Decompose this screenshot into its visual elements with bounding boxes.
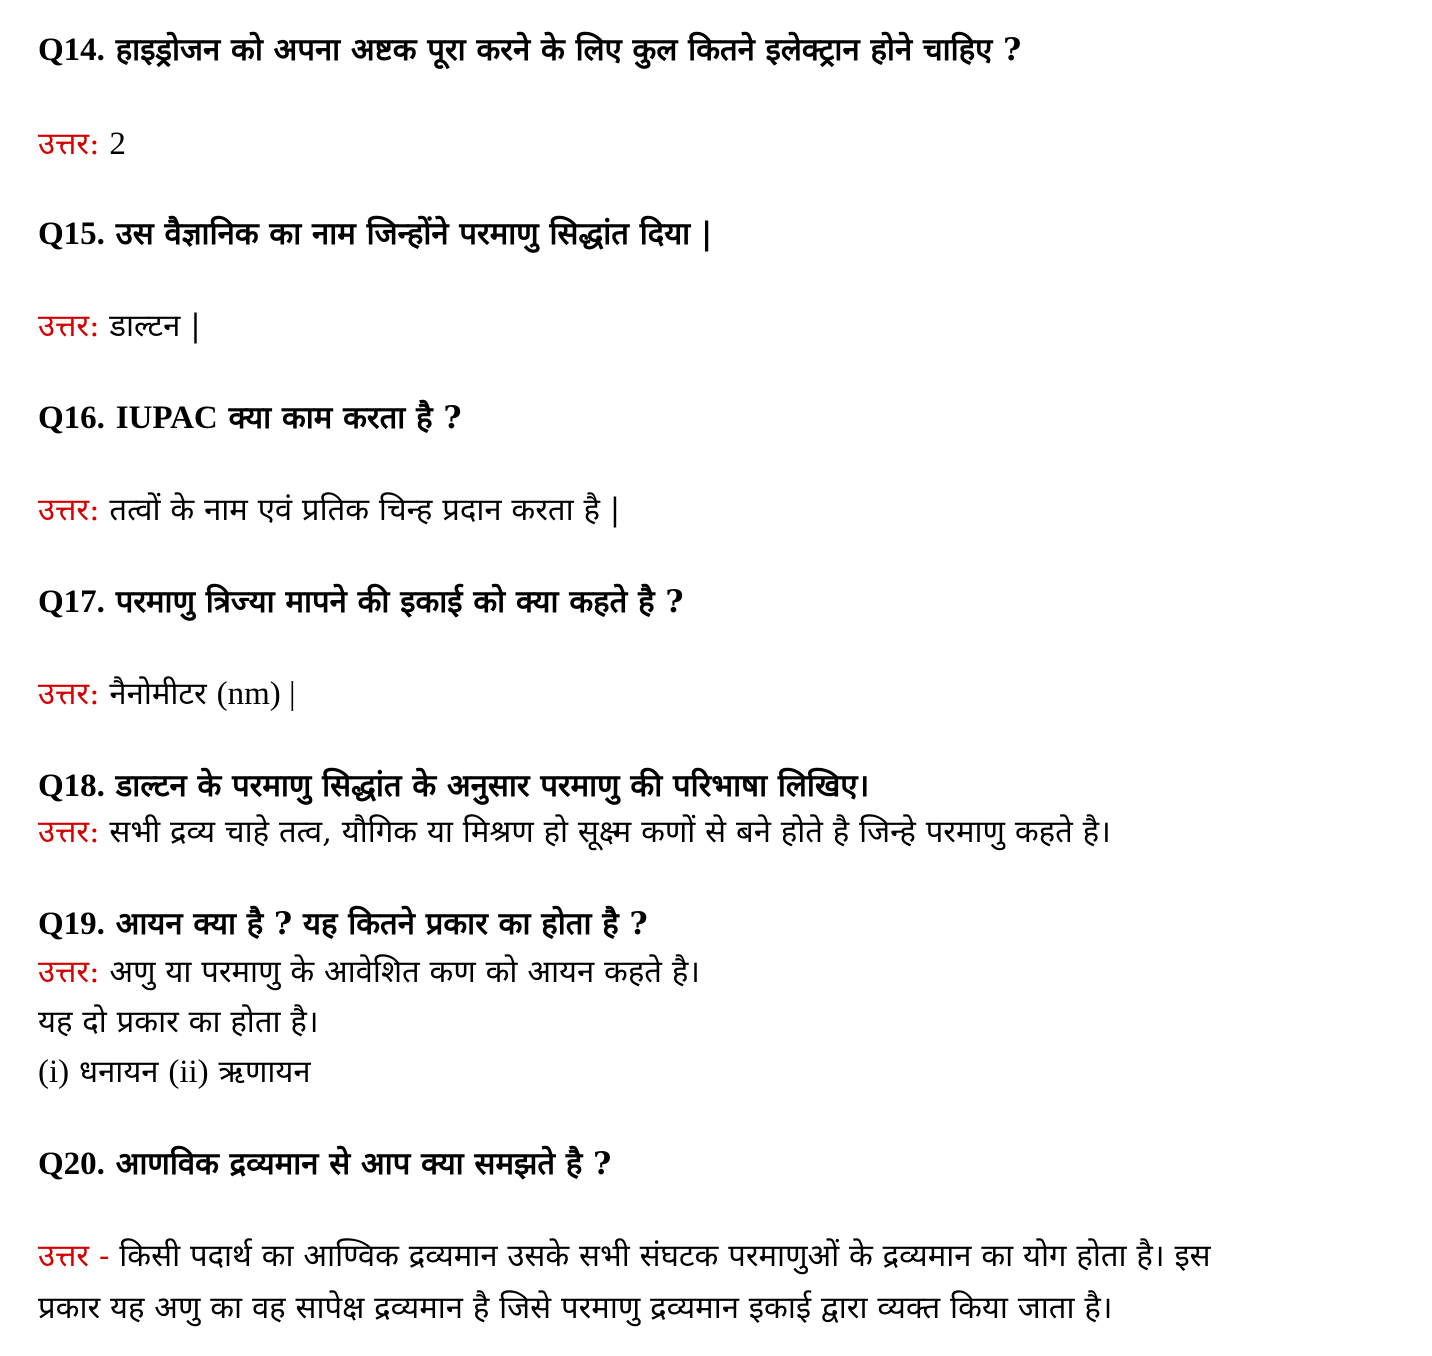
answer-text: प्रकार यह अणु का वह सापेक्ष द्रव्यमान है जिसे परमाणु द्रव्यमान इकाई द्वारा व्यक्त किया जाता है। <box>38 1290 1113 1326</box>
question-text: उस वैज्ञानिक का नाम जिन्होंने परमाणु सिद्धांत दिया | <box>115 216 713 252</box>
answer-label: उत्तर: <box>38 676 100 712</box>
question-text: क्या काम करता है ? <box>228 400 462 436</box>
question-number: Q16. <box>38 400 105 436</box>
question-number: Q18. <box>38 768 105 804</box>
question-number: Q20. <box>38 1146 105 1182</box>
question-text: हाइड्रोजन को अपना अष्टक पूरा करने के लिए कुल कितने इलेक्ट्रान होने चाहिए ? <box>115 32 1022 68</box>
answer-16 <box>38 490 620 530</box>
question-number: Q19. <box>38 906 105 942</box>
answer-cation: धनायन <box>79 1054 159 1090</box>
answer-label: उत्तर: <box>38 814 100 850</box>
question-19 <box>38 904 648 944</box>
answer-text: डाल्टन | <box>109 308 201 344</box>
question-number: Q14. <box>38 32 105 68</box>
question-number: Q17. <box>38 584 105 620</box>
answer-17 <box>38 674 296 714</box>
question-17 <box>38 582 684 622</box>
answer-text: नैनोमीटर <box>109 676 207 712</box>
answer-label: उत्तर: <box>38 308 100 344</box>
answer-label: उत्तर: <box>38 126 100 162</box>
question-number: Q15. <box>38 216 105 252</box>
answer-text: सभी द्रव्य चाहे तत्व, यौगिक या मिश्रण हो सूक्ष्म कणों से बने होते है जिन्हे परमाणु कहते है। <box>109 814 1111 850</box>
answer-text: अणु या परमाणु के आवेशित कण को आयन कहते है। <box>109 954 701 990</box>
answer-label: उत्तर - <box>38 1238 110 1274</box>
answer-19-line-3 <box>38 1052 311 1092</box>
answer-18 <box>38 812 1111 852</box>
answer-19-line-2 <box>38 1002 319 1042</box>
answer-text: यह दो प्रकार का होता है। <box>38 1004 319 1040</box>
list-marker-ii: (ii) <box>168 1054 209 1090</box>
question-text: आणविक द्रव्यमान से आप क्या समझते है ? <box>115 1146 612 1182</box>
question-latin: IUPAC <box>115 400 218 436</box>
answer-label: उत्तर: <box>38 492 100 528</box>
question-20 <box>38 1144 611 1184</box>
question-text: परमाणु त्रिज्या मापने की इकाई को क्या कहते है ? <box>115 584 684 620</box>
question-15 <box>38 214 712 254</box>
answer-14 <box>38 124 126 164</box>
question-14 <box>38 30 1021 70</box>
answer-15 <box>38 306 201 346</box>
answer-text: तत्वों के नाम एवं प्रतिक चिन्ह प्रदान करता है | <box>109 492 621 528</box>
answer-text: किसी पदार्थ का आण्विक द्रव्यमान उसके सभी संघटक परमाणुओं के द्रव्यमान का योग होता है। इस <box>119 1238 1211 1274</box>
question-text: आयन क्या है ? यह कितने प्रकार का होता है ? <box>115 906 648 942</box>
answer-text: 2 <box>109 126 126 162</box>
answer-20-line-2 <box>38 1288 1113 1328</box>
question-18 <box>38 766 869 806</box>
answer-anion: ऋणायन <box>218 1054 311 1090</box>
answer-label: उत्तर: <box>38 954 100 990</box>
question-text: डाल्टन के परमाणु सिद्धांत के अनुसार परमाणु की परिभाषा लिखिए। <box>115 768 870 804</box>
question-16 <box>38 398 462 438</box>
answer-20 <box>38 1236 1211 1276</box>
list-marker-i: (i) <box>38 1054 70 1090</box>
answer-19 <box>38 952 700 992</box>
answer-unit: (nm) | <box>216 676 296 712</box>
